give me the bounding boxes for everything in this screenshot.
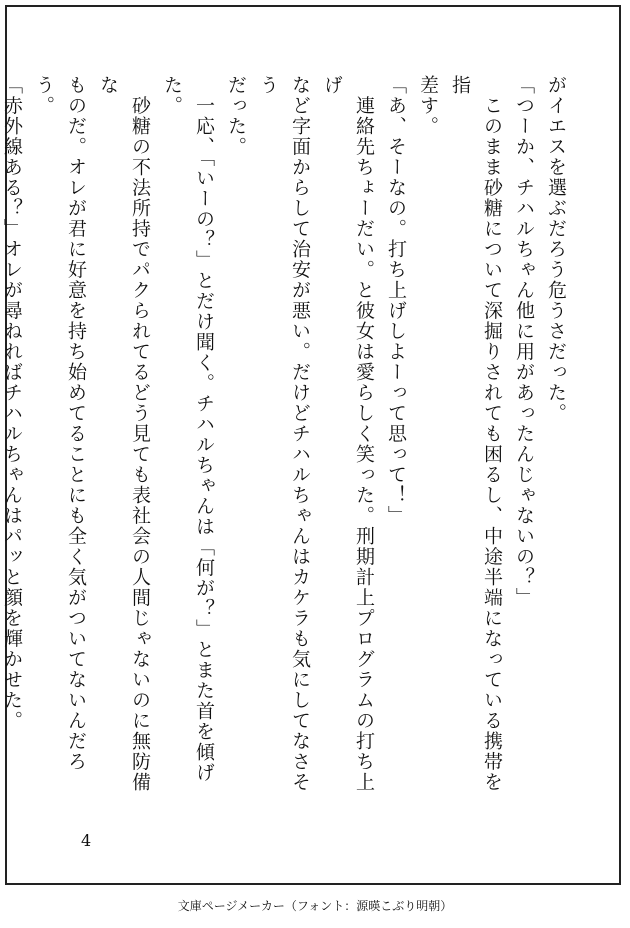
text-line: このまま砂糖について深掘りされても困るし、中途半端になっている携帯を指	[449, 75, 503, 793]
text-line: 差す。	[417, 75, 439, 137]
text-line: 砂糖の不法所持でパクられてるどう見ても表社会の人間じゃないのに無防備な	[97, 75, 151, 793]
text-line: ものだ。オレが君に好意を持ち始めてることにも全く気がついてないんだろう。	[33, 75, 87, 772]
text-line: がイエスを選ぶだろう危うさだった。	[545, 75, 567, 424]
text-line: 「あ、そーなの。打ち上げしよーって思って！」	[385, 75, 407, 526]
text-line: 一応、「いーの？」とだけ聞く。チハルちゃんは「何が？」とまた首を傾げた。	[161, 75, 215, 783]
text-line: 「赤外線ある？」オレが尋ねればチハルちゃんはパッと顔を輝かせた。	[1, 75, 23, 731]
text-line: 連絡先ちょーだい。と彼女は愛らしく笑った。刑期計上プログラムの打ち上げ	[321, 75, 375, 793]
text-line: など字面からして治安が悪い。だけどチハルちゃんはカケラも気にしてなさそう	[257, 75, 311, 793]
novel-text-body	[1, 75, 572, 795]
page-frame	[1, 5, 621, 885]
text-line: 「つーか、チハルちゃん他に用があったんじゃないの？」	[513, 75, 535, 608]
footer-caption: 文庫ページメーカー（フォント：源暎こぶり明朝）	[177, 899, 453, 913]
text-line: だった。	[225, 75, 247, 157]
page-number: 4	[81, 831, 92, 850]
